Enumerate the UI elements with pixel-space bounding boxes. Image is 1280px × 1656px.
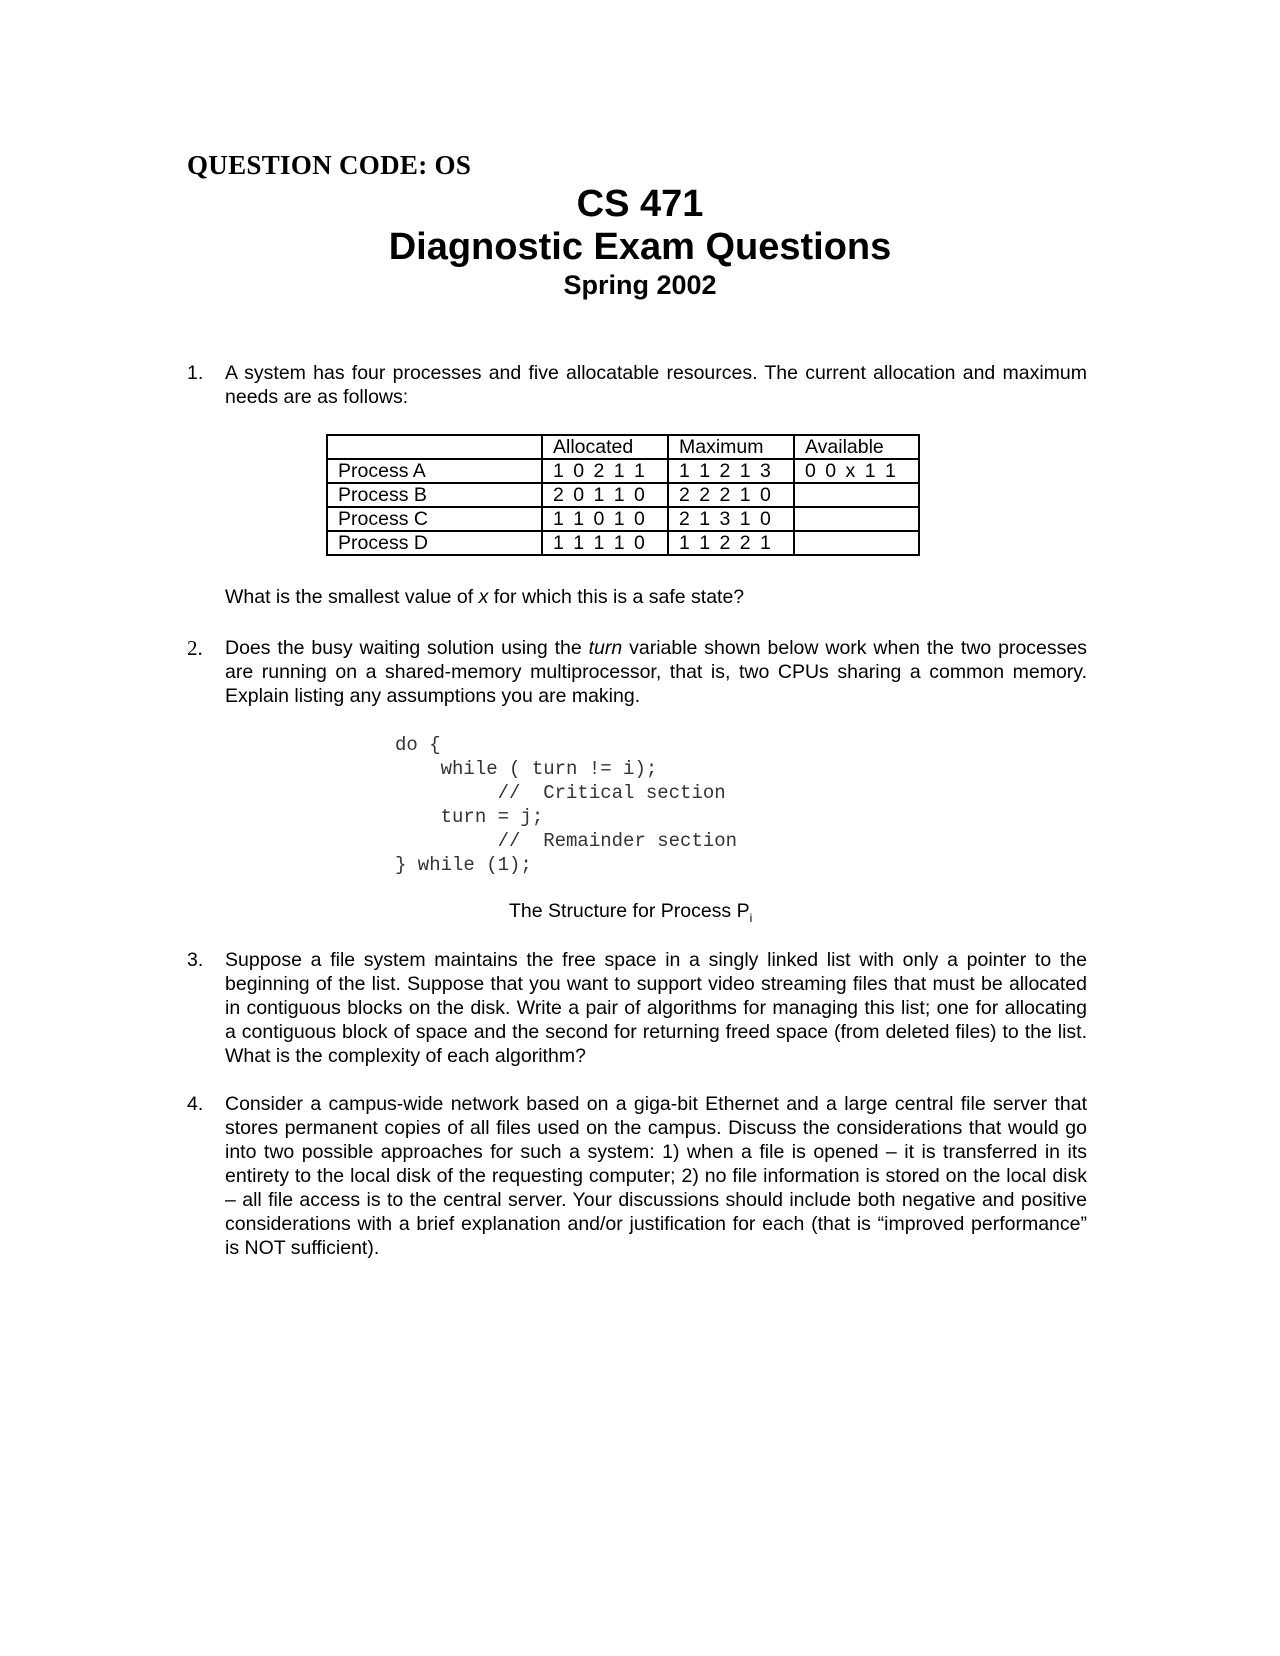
question-text: [225, 636, 1087, 708]
question-text-part: variable shown below work when the two processes are running on a shared-memory multiprocessor, that is, two CPUs sharing a common memory. Explain listing any assumptions you are making.: [225, 637, 1087, 707]
table-row: [327, 507, 919, 531]
resource-table: [326, 434, 920, 556]
table-header-row: [327, 435, 919, 459]
table-row: [327, 459, 919, 483]
table-cell: 1 1 2 1 3: [668, 459, 794, 483]
table-cell: Process A: [327, 459, 542, 483]
question-2: [187, 636, 1087, 708]
table-cell: 2 2 2 1 0: [668, 483, 794, 507]
course-title: CS 471: [576, 183, 704, 225]
table-cell: 2 1 3 1 0: [668, 507, 794, 531]
table-cell: 1 1 1 1 0: [542, 531, 668, 555]
question-number: 3.: [187, 949, 204, 971]
followup-text: What is the smallest value of: [225, 586, 479, 608]
code-caption: [509, 900, 752, 925]
table-row: [327, 531, 919, 555]
caption-subscript: i: [749, 910, 753, 925]
followup-text: for which this is a safe state?: [488, 586, 745, 608]
question-text-part: Does the busy waiting solution using the: [225, 637, 589, 659]
question-text: Consider a campus-wide network based on a giga-bit Ethernet and a large central file server that stores permanent copies of all files used on the campus. Discuss the considerations that would go into two possible approaches for such a system: 1) when a file is opened – it is transferred in its entirety to the local disk of the requesting computer; 2) no file information is stored on the local disk – all file access is to the central server. Your discussions should include both negative and positive considerations with a brief explanation and/or justification for each (that is “improved performance” is NOT sufficient).: [225, 1093, 1087, 1259]
question-text-emphasis: turn: [588, 637, 623, 659]
question-number: 2.: [187, 636, 203, 660]
question-1: [187, 361, 1087, 409]
table-header-cell: [327, 435, 542, 459]
table-cell: 1 1 2 2 1: [668, 531, 794, 555]
table-header-cell: Allocated: [542, 435, 668, 459]
exam-term: Spring 2002: [563, 270, 717, 300]
table-cell: Process D: [327, 531, 542, 555]
table-header-cell: Maximum: [668, 435, 794, 459]
question-number: 4.: [187, 1093, 204, 1115]
question-text: A system has four processes and five allocatable resources. The current allocation and maximum needs are as follows:: [225, 362, 1087, 408]
caption-text: The Structure for Process P: [509, 900, 750, 922]
table-header-cell: Available: [794, 435, 919, 459]
question-number: 1.: [187, 362, 204, 384]
table-cell: Process B: [327, 483, 542, 507]
table-cell: 1 1 0 1 0: [542, 507, 668, 531]
question-code: QUESTION CODE: OS: [187, 150, 472, 180]
question-text: Suppose a file system maintains the free space in a singly linked list with only a pointer to the beginning of the list. Suppose that you want to support video streaming files that must be allocated in contiguous blocks on the disk. Write a pair of algorithms for managing this list; one for allocating a contiguous block of space and the second for returning freed space (from deleted files) to the list. What is the complexity of each algorithm?: [225, 949, 1087, 1067]
table-cell: [794, 507, 919, 531]
code-listing: do { while ( turn != i); // Critical section turn = j; // Remainder section } while (1);: [395, 734, 738, 876]
question-4: [187, 1092, 1087, 1260]
table-cell: 2 0 1 1 0: [542, 483, 668, 507]
question-3: [187, 948, 1087, 1068]
table-cell: 1 0 2 1 1: [542, 459, 668, 483]
table-cell: [794, 531, 919, 555]
table-cell: Process C: [327, 507, 542, 531]
followup-variable: x: [478, 586, 489, 608]
exam-title: Diagnostic Exam Questions: [388, 226, 892, 268]
table-row: [327, 483, 919, 507]
table-cell: [794, 483, 919, 507]
table-cell: 0 0 x 1 1: [794, 459, 919, 483]
question-1-followup: [225, 586, 744, 609]
